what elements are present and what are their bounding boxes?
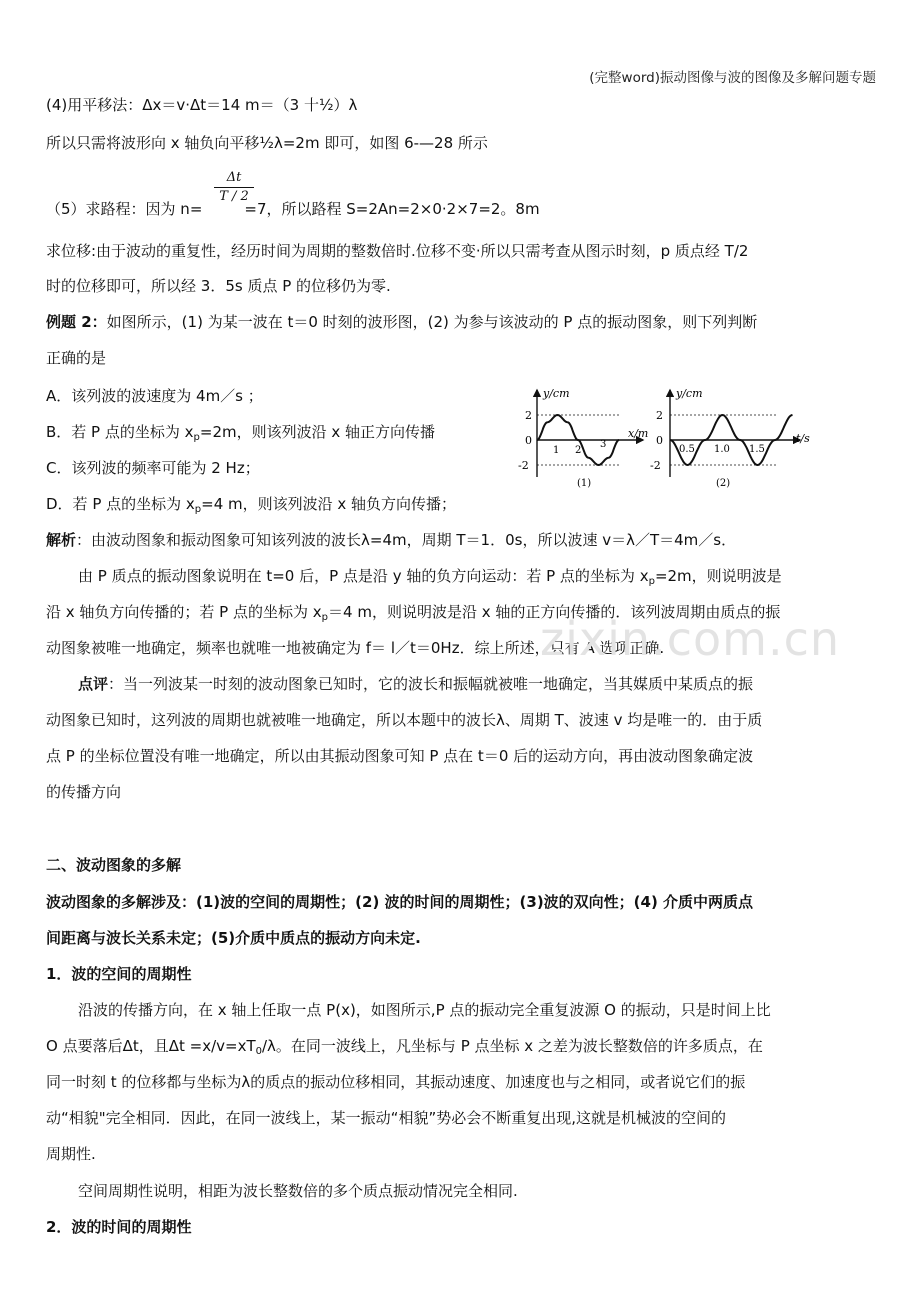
figure-caption: (2) (716, 478, 731, 489)
text-line (78, 566, 782, 592)
x-tick-label: 1 (553, 445, 560, 456)
y-axis-label: y/cm (676, 387, 703, 400)
option-a: A．该列波的波速度为 4m／s ； (46, 387, 263, 405)
text-line: 求位移:由于波动的重复性，经历时间为周期的整数倍时.位移不变·所以只需考查从图示时刻，p 质点经 T/2 (46, 242, 749, 260)
y-tick-label: 2 (656, 409, 663, 422)
subscript: 0 (255, 1046, 262, 1057)
text-line: 所以只需将波形向 x 轴负向平移½λ=2m 即可，如图 6-—28 所示 (46, 134, 488, 152)
text-line: 波动图象的多解涉及：(1)波的空间的周期性；(2) 波的时间的周期性；(3)波的双向性；(4) 介质中两质点 (46, 893, 754, 911)
solution-label: 解析 (46, 531, 77, 549)
fraction (214, 170, 254, 205)
x-tick-label: 3 (600, 439, 607, 450)
x-axis-label: x/m (628, 427, 649, 440)
y-tick-label: 0 (525, 434, 532, 447)
subsection-title: 1．波的空间的周期性 (46, 965, 192, 983)
text-segment: B．若 P 点的坐标为 x (46, 423, 194, 441)
text-line: 周期性. (46, 1145, 96, 1163)
x-tick-label: 0.5 (679, 444, 695, 455)
text-line: 沿波的传播方向，在 x 轴上任取一点 P(x)，如图所示,P 点的振动完全重复波源 O 的振动，只是时间上比 (78, 1001, 771, 1019)
text-segment: （5）求路程：因为 n= (46, 200, 203, 218)
text-line: 动图象被唯一地确定，频率也就唯一地被确定为 f＝ l／t＝0Hz．综上所述，只有 A 选项正确. (46, 639, 665, 657)
text-line (46, 1036, 763, 1062)
section-title: 二、波动图象的多解 (46, 856, 182, 874)
text-line: 点 P 的坐标位置没有唯一地确定，所以由其振动图象可知 P 点在 t＝0 后的运动方向，再由波动图象确定波 (46, 747, 754, 765)
text-segment: 由 P 质点的振动图象说明在 t=0 后，P 点是沿 y 轴的负方向运动：若 P 点的坐标为 x (78, 567, 649, 585)
subscript: p (194, 504, 202, 515)
option-c: C．该列波的频率可能为 2 Hz； (46, 459, 260, 477)
text-segment: =2m，则该列波沿 x 轴正方向传播 (199, 423, 436, 441)
text-segment: /λ。在同一波线上，凡坐标与 P 点坐标 x 之差为波长整数倍的许多质点，在 (262, 1037, 763, 1055)
text-segment: ：当一列波某一时刻的波动图象已知时，它的波长和振幅就被唯一地确定，当其媒质中某质点的振 (108, 675, 754, 693)
text-line (46, 312, 757, 332)
fraction-bar (214, 187, 254, 188)
text-segment: =4 m，则该列波沿 x 轴负方向传播； (201, 495, 457, 513)
figure-caption: (1) (577, 478, 592, 489)
x-tick-label: 1.5 (749, 444, 765, 455)
text-segment: ＝4 m，则说明波是沿 x 轴的正方向传播的．该列波周期由质点的振 (328, 603, 781, 621)
text-segment: 如图所示，(1) 为某一波在 t＝0 时刻的波形图，(2) 为参与该波动的 P 点的振动图象，则下列判断 (106, 313, 758, 331)
y-tick-label: -2 (650, 459, 661, 472)
x-tick-label: 2 (575, 445, 582, 456)
text-line: 动图象已知时，这列波的周期也就被唯一地确定，所以本题中的波长λ、周期 T、波速 v 均是唯一的．由于质 (46, 711, 763, 729)
wave-figure (515, 382, 660, 492)
text-line (46, 530, 736, 550)
subscript: p (321, 612, 329, 623)
y-axis-label: y/cm (543, 387, 570, 400)
text-line: 空间周期性说明，相距为波长整数倍的多个质点振动情况完全相同. (78, 1182, 518, 1200)
subscript: p (648, 576, 655, 587)
text-segment: D．若 P 点的坐标为 x (46, 495, 195, 513)
text-segment: 沿 x 轴负方向传播的；若 P 点的坐标为 x (46, 603, 322, 621)
example-label: 例题 2： (46, 313, 107, 331)
text-segment: O 点要落后Δt，且Δt =x/v=xT (46, 1037, 256, 1055)
comment-label: 点评 (78, 675, 109, 693)
text-line: 正确的是 (46, 349, 107, 367)
watermark: zixin.com.cn (540, 612, 841, 666)
text-segment: =2m，则说明波是 (654, 567, 782, 585)
text-line (46, 199, 540, 219)
text-line: 动“相貌"完全相同．因此，在同一波线上，某一振动“相貌”势必会不断重复出现,这就是机械波的空间的 (46, 1109, 726, 1127)
text-segment: ：由波动图象和振动图象可知该列波的波长λ=4m，周期 T＝1．0s，所以波速 v＝λ／T＝4m／s． (76, 531, 737, 549)
text-line: 时的位移即可，所以经 3．5s 质点 P 的位移仍为零. (46, 277, 391, 295)
text-line: 间距离与波长关系未定；(5)介质中质点的振动方向未定. (46, 929, 421, 947)
text-line (78, 674, 753, 694)
option-b (46, 422, 435, 448)
y-tick-label: 0 (656, 434, 663, 447)
text-line: (4)用平移法：Δx＝v·Δt＝14 m＝（3 十½）λ (46, 96, 358, 114)
text-line: 的传播方向 (46, 783, 122, 801)
text-segment: =7，所以路程 S=2An=2×0·2×7=2。8m (244, 200, 540, 218)
x-axis-label: t/s (796, 432, 810, 445)
fraction-denominator: T / 2 (219, 189, 249, 204)
page-header: (完整word)振动图像与波的图像及多解问题专题 (589, 70, 876, 86)
y-tick-label: -2 (518, 459, 529, 472)
text-line: 同一时刻 t 的位移都与坐标为λ的质点的振动位移相同，其振动速度、加速度也与之相同，或者说它们的振 (46, 1073, 746, 1091)
fraction-numerator: Δt (226, 170, 242, 185)
subscript: p (193, 432, 200, 443)
y-tick-label: 2 (525, 409, 532, 422)
vibration-figure (648, 382, 818, 492)
option-d (46, 494, 456, 520)
x-tick-label: 1.0 (714, 444, 730, 455)
subsection-title: 2．波的时间的周期性 (46, 1218, 192, 1236)
